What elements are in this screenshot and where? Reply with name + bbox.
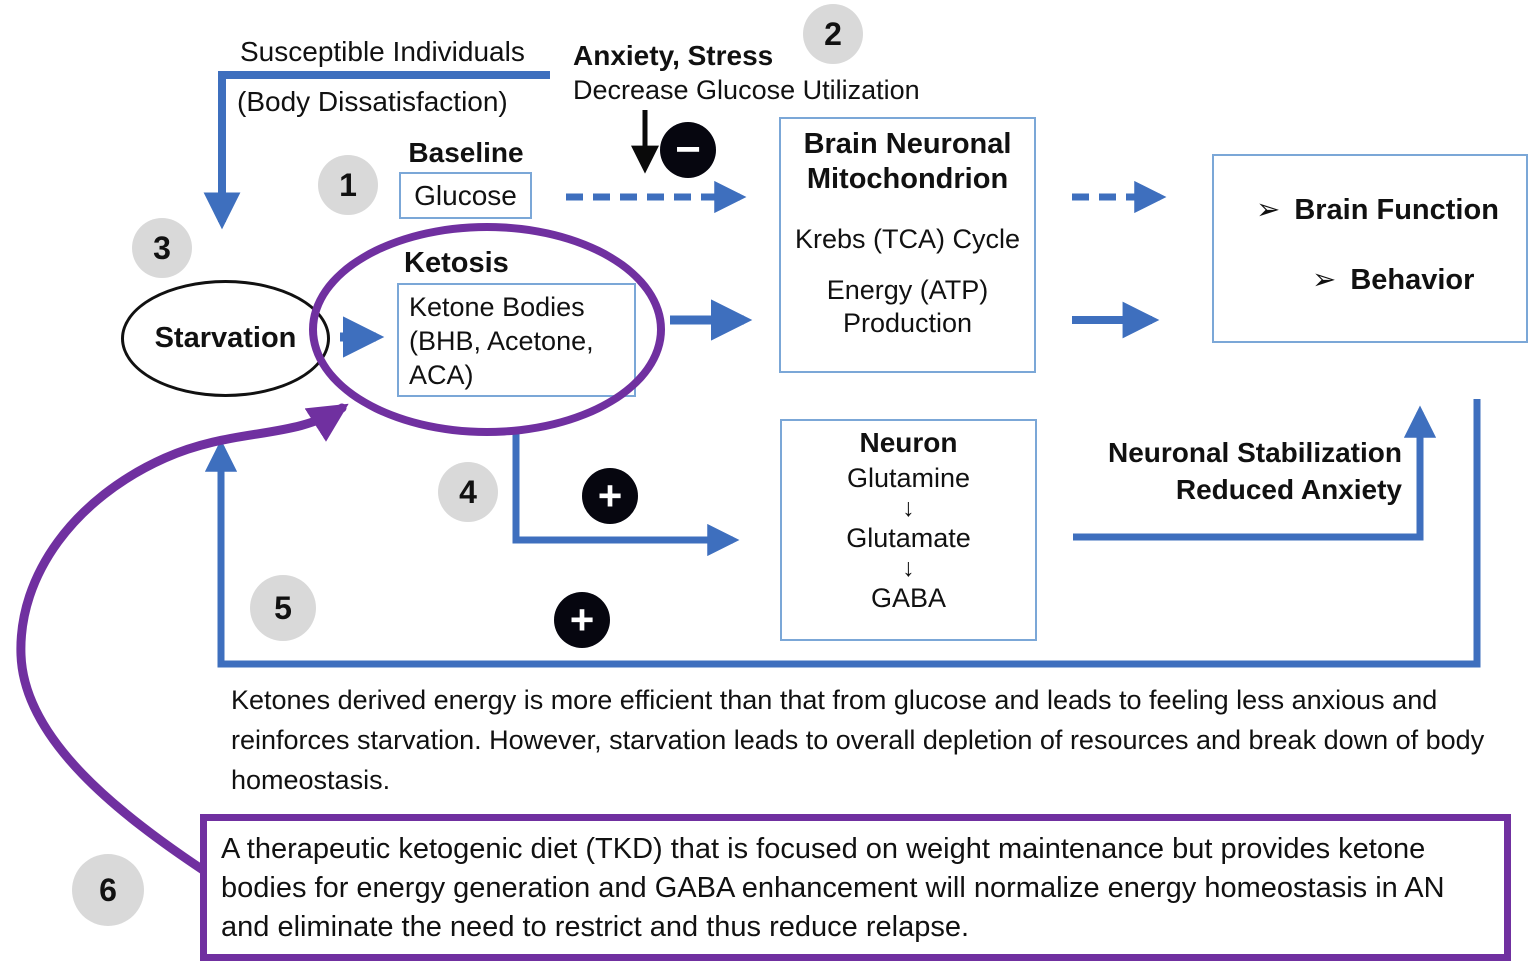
- brain-function-item: [1256, 192, 1499, 227]
- susceptible-individuals-label: Susceptible Individuals: [240, 36, 525, 67]
- step-number: 6: [99, 871, 117, 908]
- anxiety-stress-label: Anxiety, Stress: [573, 40, 774, 71]
- down-arrow-icon: ↓: [902, 554, 915, 582]
- hypothesis-box: [200, 814, 1511, 961]
- stabilization-line2: Reduced Anxiety: [1175, 474, 1402, 505]
- ketosis-label: Ketosis: [404, 247, 509, 279]
- stabilization-label: [1000, 434, 1402, 508]
- stabilization-line1: Neuronal Stabilization: [1107, 437, 1402, 468]
- mitochondrion-box: [779, 117, 1036, 373]
- body-dissatisfaction-label: (Body Dissatisfaction): [237, 86, 508, 117]
- glutamate-label: Glutamate: [846, 523, 971, 553]
- gaba-label: GABA: [870, 583, 947, 613]
- ketones-paragraph: Ketones derived energy is more efficient than that from glucose and leads to feeling less anxious and reinforces starvation. However, starvation leads to overall depletion of resources and break down of body homeostasis.: [231, 685, 1485, 795]
- glutamine-label: Glutamine: [846, 463, 971, 493]
- neuron-box: [780, 419, 1037, 641]
- arrow-bullet-icon: ➢: [1256, 194, 1281, 226]
- decrease-glucose-label: Decrease Glucose Utilization: [573, 75, 920, 105]
- starvation-ellipse: [121, 280, 330, 397]
- plus-sign-icon: [582, 468, 638, 524]
- mitochondrion-title: Brain Neuronal Mitochondrion: [803, 128, 1012, 195]
- step-circle-1: [318, 155, 378, 215]
- plus-glyph: +: [597, 472, 623, 519]
- step-circle-2: [803, 4, 863, 64]
- step-number: 5: [274, 589, 292, 626]
- arrow-bullet-icon: ➢: [1312, 264, 1337, 296]
- baseline-label: Baseline: [408, 137, 524, 168]
- glucose-box: [399, 172, 532, 219]
- step-number: 4: [459, 473, 477, 510]
- down-arrow-icon: ↓: [902, 494, 915, 522]
- arrow-tkd-to-ketosis: [21, 408, 342, 872]
- neuron-title: Neuron: [859, 427, 958, 458]
- krebs-cycle-label: Krebs (TCA) Cycle: [794, 224, 1021, 254]
- behavior-label: Behavior: [1350, 264, 1475, 296]
- brain-function-label: Brain Function: [1294, 194, 1499, 226]
- outcomes-box: [1212, 154, 1528, 343]
- starvation-label: Starvation: [154, 322, 297, 354]
- ketone-bodies-label: Ketone Bodies (BHB, Acetone, ACA): [409, 292, 594, 390]
- glucose-label: Glucose: [414, 179, 517, 211]
- energy-atp-label: Energy (ATP) Production: [826, 275, 989, 338]
- step-number: 3: [153, 229, 171, 266]
- minus-sign-icon: [660, 122, 716, 178]
- step-number: 1: [339, 166, 357, 203]
- plus-glyph: +: [569, 596, 595, 643]
- step-number: 2: [824, 15, 842, 52]
- hypothesis-text: A therapeutic ketogenic diet (TKD) that is focused on weight maintenance but provides ketone bodies for energy generation and GABA enhancement will normalize energy homeostasis in AN and eliminate the need to restrict and thus reduce relapse.: [221, 833, 1445, 943]
- step-circle-5: [250, 575, 316, 641]
- step-circle-3: [132, 218, 192, 278]
- step-circle-4: [438, 462, 498, 522]
- step-circle-6: [72, 854, 144, 926]
- plus-sign-icon: [554, 592, 610, 648]
- behavior-item: [1312, 262, 1474, 297]
- minus-glyph: −: [675, 125, 701, 174]
